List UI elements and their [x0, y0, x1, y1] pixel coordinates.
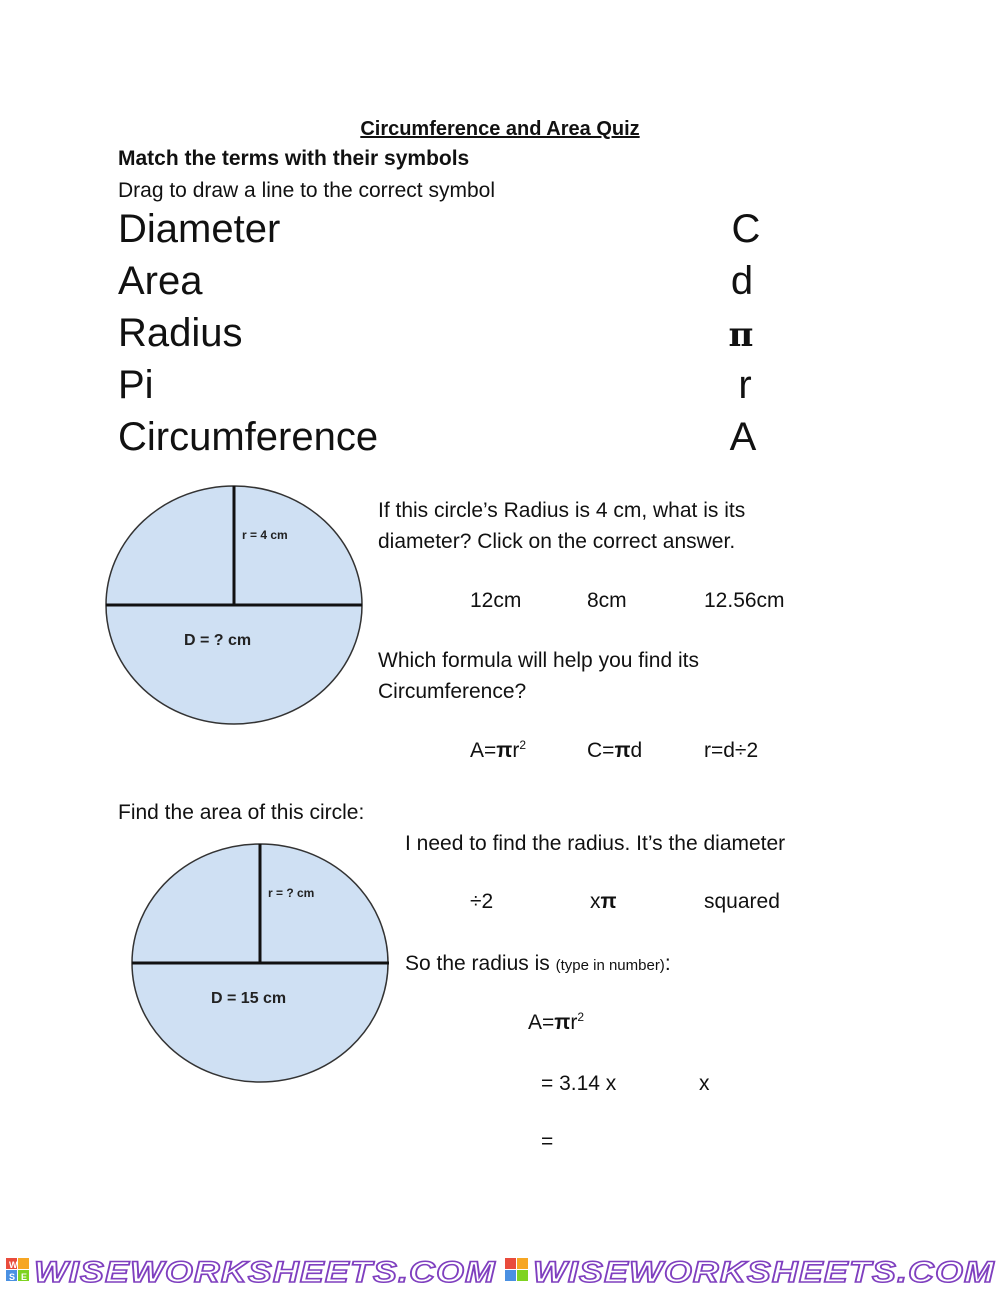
footer-brand-1: WISEWORKSHEETS.COM: [34, 1256, 496, 1289]
circle-2-diameter-label: D = 15 cm: [211, 990, 287, 1007]
area-formula-pi: π: [554, 1011, 571, 1034]
step-option-times-pi[interactable]: [590, 890, 617, 914]
radius-prompt-text: So the radius is: [405, 952, 556, 975]
step-option-pi: π: [600, 890, 617, 913]
formula-a-prefix: A=: [470, 739, 497, 762]
calc-line-1-times: x: [699, 1072, 710, 1095]
formula-a-pi: π: [496, 739, 513, 762]
circle-diagram-1: [100, 482, 370, 730]
step-option-squared[interactable]: squared: [704, 890, 780, 913]
radius-prompt: [405, 948, 671, 981]
section-subtitle: Match the terms with their symbols: [118, 147, 470, 170]
footer-logo-letter-s: S: [9, 1272, 16, 1282]
page-title: Circumference and Area Quiz: [360, 118, 640, 140]
symbol-r[interactable]: r: [738, 363, 752, 407]
q1-option-12-56cm[interactable]: 12.56cm: [704, 589, 785, 612]
q1-option-8cm[interactable]: 8cm: [587, 589, 627, 612]
question-2-text: Which formula will help you find its Circumference?: [378, 649, 699, 703]
question-1-text: If this circle’s Radius is 4 cm, what is its diameter? Click on the correct answer.: [378, 499, 746, 553]
circle-2-radius-label: r = ? cm: [268, 886, 315, 900]
circle-1-radius-label: r = 4 cm: [242, 528, 288, 542]
area-formula: [528, 1011, 584, 1035]
footer-brand-2: WISEWORKSHEETS.COM: [533, 1256, 995, 1289]
formula-c-d: d: [630, 739, 643, 762]
instruction-text: Drag to draw a line to the correct symbol: [118, 179, 495, 202]
calc-input-result[interactable]: [562, 1128, 682, 1156]
footer-logo-2: [505, 1258, 528, 1281]
calc-input-2[interactable]: [716, 1070, 776, 1098]
circle-diagram-2: [127, 840, 397, 1088]
q2-option-radius-formula[interactable]: r=d÷2: [704, 739, 759, 762]
q2-option-area-formula[interactable]: [470, 739, 526, 763]
circle-1-diameter-label: D = ? cm: [184, 632, 252, 649]
radius-colon: :: [664, 952, 671, 975]
term-area[interactable]: Area: [118, 259, 203, 303]
formula-c-prefix: C=: [587, 739, 615, 762]
step-option-divide-2[interactable]: ÷2: [470, 890, 494, 913]
term-circumference[interactable]: Circumference: [118, 415, 379, 459]
calc-input-1[interactable]: [632, 1070, 692, 1098]
q2-option-circumference-formula[interactable]: [587, 739, 642, 763]
footer-logo-letter-w: W: [9, 1260, 18, 1270]
footer-logo-1: [6, 1258, 29, 1282]
formula-a-r: r: [512, 739, 520, 762]
footer-logo-letter-e: E: [21, 1272, 28, 1282]
calc-line-1: = 3.14 x: [541, 1072, 617, 1095]
step-text: I need to find the radius. It’s the diameter: [405, 832, 786, 855]
radius-hint: (type in number): [555, 957, 665, 974]
symbol-d[interactable]: d: [730, 259, 754, 303]
step-option-x: x: [590, 890, 601, 913]
term-diameter[interactable]: Diameter: [118, 207, 281, 251]
formula-a-exponent: 2: [519, 738, 527, 752]
symbol-c[interactable]: C: [731, 207, 761, 251]
area-formula-exponent: 2: [577, 1010, 585, 1024]
footer-watermark: [0, 1248, 1000, 1291]
symbol-a[interactable]: A: [729, 415, 757, 459]
section-3-heading: Find the area of this circle:: [118, 801, 365, 824]
radius-input[interactable]: [700, 948, 810, 976]
area-formula-prefix: A=: [528, 1011, 555, 1034]
q1-option-12cm[interactable]: 12cm: [470, 589, 522, 612]
area-formula-r: r: [570, 1011, 578, 1034]
term-pi[interactable]: Pi: [118, 363, 154, 407]
formula-c-pi: π: [614, 739, 631, 762]
calc-line-2: =: [541, 1130, 554, 1153]
symbol-pi[interactable]: π: [728, 315, 754, 355]
term-radius[interactable]: Radius: [118, 311, 243, 355]
